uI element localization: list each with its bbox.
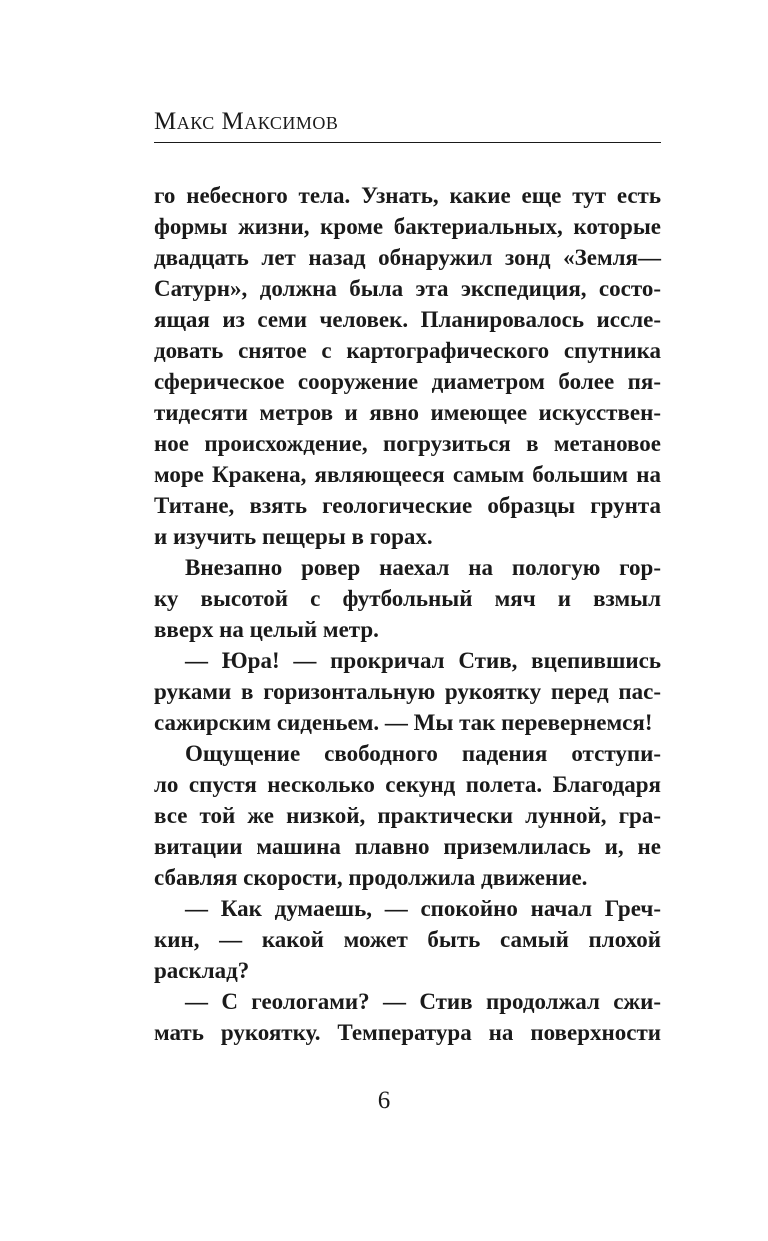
text-line: и изучить пещеры в горах. [154,524,433,549]
text-line: Титане, взять геологические образцы грунта [154,493,661,518]
text-line: Внезапно ровер наехал на пологую гор- [185,555,661,580]
text-line: расклад? [154,958,250,983]
text-line: руками в горизонтальную рукоятку перед пас- [154,679,661,704]
text-line: ло спустя несколько секунд полета. Благодаря [154,772,661,797]
text-line: все той же низкой, практически лунной, гра- [154,803,661,828]
text-line: — С геологами? — Стив продолжал сжи- [185,989,661,1014]
text-line: кин, — какой может быть самый плохой [154,927,661,952]
text-line: — Как думаешь, — спокойно начал Греч- [185,896,661,921]
body-text [154,180,661,1048]
text-line: ку высотой с футбольный мяч и взмыл [154,586,661,611]
text-line: формы жизни, кроме бактериальных, которые [154,214,661,239]
text-line: витации машина плавно приземлилась и, не [154,834,661,859]
text-line: сажирским сиденьем. — Мы так перевернемся! [154,710,653,735]
text-line: — Юра! — прокричал Стив, вцепившись [185,648,661,673]
text-line: мать рукоятку. Температура на поверхности [154,1020,661,1045]
text-line: ящая из семи человек. Планировалось иссле- [154,307,661,332]
text-line: тидесяти метров и явно имеющее искусствен- [154,400,661,425]
header-rule [154,142,661,143]
text-line: море Кракена, являющееся самым большим на [154,462,661,487]
text-line: довать снятое с картографического спутника [154,338,661,363]
page-number: 6 [377,1087,391,1114]
text-line: ное происхождение, погрузиться в метановое [154,431,661,456]
text-line: сбавляя скорости, продолжила движение. [154,865,588,890]
text-line: вверх на целый метр. [154,617,379,642]
text-line: Сатурн», должна была эта экспедиция, состо- [154,276,661,301]
text-line: го небесного тела. Узнать, какие еще тут есть [154,183,661,208]
text-line: двадцать лет назад обнаружил зонд «Земля— [154,245,661,270]
text-line: Ощущение свободного падения отступи- [185,741,661,766]
running-head: Макс Максимов [154,108,339,135]
text-line: сферическое сооружение диаметром более пя- [154,369,661,394]
